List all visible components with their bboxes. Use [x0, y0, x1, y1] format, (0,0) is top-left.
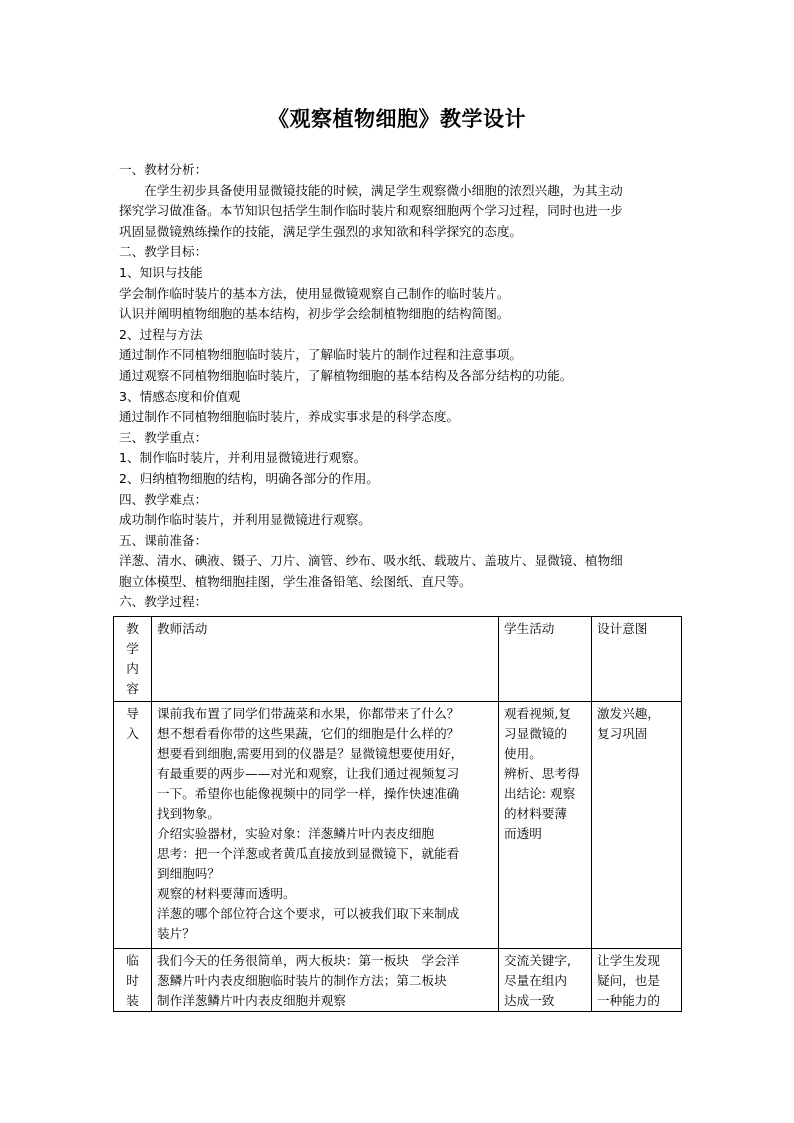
preparation-line-1: 洋葱、清水、碘液、镊子、刀片、滴管、纱布、吸水纸、载玻片、盖玻片、显微镜、植物细 — [119, 553, 623, 569]
document-body — [119, 160, 681, 613]
table-row — [114, 702, 682, 949]
goal-knowledge-line-1: 学会制作临时装片的基本方法，使用显微镜观察自己制作的临时装片。 — [119, 285, 510, 301]
row-intro-teacher-cell — [152, 702, 499, 949]
row-slide-stage-label: 临时装 — [126, 953, 139, 1008]
row-intro-stage-label: 导入 — [126, 706, 139, 741]
goal-sub-heading-process: 2、过程与方法 — [119, 326, 203, 342]
row-slide-student-cell — [499, 949, 592, 1012]
row-slide-intent-line: 一种能力的 — [597, 993, 660, 1008]
row-slide-teacher-line: 葱鳞片叶内表皮细胞临时装片的制作方法；第二板块 — [157, 973, 447, 988]
row-intro-student-cell — [499, 702, 592, 949]
row-intro-teacher-line: 洋葱的哪个部位符合这个要求，可以被我们取下来制成 — [157, 906, 460, 921]
row-intro-student-line: 出结论: 观察 — [504, 786, 576, 801]
row-intro-teacher-line: 课前我布置了同学们带蔬菜和水果，你都带来了什么？ — [157, 706, 460, 721]
row-intro-teacher-line: 想要看到细胞,需要用到的仪器是？显微镜想要使用好， — [157, 746, 464, 761]
row-intro-teacher-line: 有最重要的两步——对光和观察，让我们通过视频复习 — [157, 766, 460, 781]
row-slide-student-line: 达成一致 — [504, 993, 555, 1008]
row-intro-teacher-line: 装片？ — [157, 926, 195, 941]
table-row — [114, 949, 682, 1012]
header-intent-cell — [592, 617, 682, 702]
row-slide-intent-line: 让学生发现 — [597, 953, 660, 968]
key-point-line-1: 1、制作临时装片，并利用显微镜进行观察。 — [119, 450, 367, 466]
header-student-label: 学生活动 — [504, 621, 555, 636]
section-heading-difficulties: 四、教学难点： — [119, 491, 208, 507]
section-heading-key-points: 三、教学重点： — [119, 429, 208, 445]
goal-sub-heading-attitude: 3、情感态度和价值观 — [119, 388, 241, 404]
row-intro-student-line: 的材料要薄 — [504, 806, 567, 821]
row-intro-teacher-line: 找到物象。 — [157, 806, 220, 821]
row-intro-student-line: 辨析、思考得 — [504, 766, 580, 781]
row-intro-intent-cell — [592, 702, 682, 949]
row-intro-student-line: 习显微镜的 — [504, 726, 567, 741]
row-slide-intent-line: 疑问，也是 — [597, 973, 660, 988]
header-teacher-cell — [152, 617, 499, 702]
row-slide-student-line: 交流关键字, — [504, 953, 571, 968]
row-intro-teacher-line: 想不想看看你带的这些果蔬，它们的细胞是什么样的？ — [157, 726, 460, 741]
goal-process-line-1: 通过制作不同植物细胞临时装片，了解临时装片的制作过程和注意事项。 — [119, 347, 522, 363]
row-intro-teacher-line: 观察的材料要薄而透明。 — [157, 886, 296, 901]
document-title: 《观察植物细胞》教学设计 — [268, 106, 526, 131]
goal-process-line-2: 通过观察不同植物细胞临时装片，了解植物细胞的基本结构及各部分结构的功能。 — [119, 367, 573, 383]
key-point-line-2: 2、归纳植物细胞的结构，明确各部分的作用。 — [119, 470, 379, 486]
row-intro-student-line: 观看视频,复 — [504, 706, 571, 721]
row-slide-teacher-cell — [152, 949, 499, 1012]
row-intro-stage-cell — [114, 702, 152, 949]
header-stage-cell — [114, 617, 152, 702]
section-heading-teaching-goals: 二、教学目标： — [119, 244, 208, 260]
header-stage-label: 教学内容 — [126, 621, 139, 696]
row-slide-intent-cell — [592, 949, 682, 1012]
table-header-row — [114, 617, 682, 702]
preparation-line-2: 胞立体模型、植物细胞挂图，学生准备铅笔、绘图纸、直尺等。 — [119, 573, 472, 589]
row-slide-stage-cell — [114, 949, 152, 1012]
header-teacher-label: 教师活动 — [157, 621, 208, 636]
row-intro-intent-line: 复习巩固 — [597, 726, 648, 741]
row-intro-student-line: 而透明 — [504, 826, 542, 841]
row-intro-teacher-line: 介绍实验器材，实验对象：洋葱鳞片叶内表皮细胞 — [157, 826, 435, 841]
section-heading-material-analysis: 一、教材分析： — [119, 162, 208, 177]
difficulty-line-1: 成功制作临时装片，并利用显微镜进行观察。 — [119, 512, 371, 528]
goal-knowledge-line-2: 认识并阐明植物细胞的基本结构，初步学会绘制植物细胞的结构简图。 — [119, 306, 510, 322]
material-analysis-line-1: 在学生初步具备使用显微镜技能的时候，满足学生观察微小细胞的浓烈兴趣，为其主动 — [144, 182, 623, 198]
header-intent-label: 设计意图 — [597, 621, 648, 636]
material-analysis-line-3: 巩固显微镜熟练操作的技能，满足学生强烈的求知欲和科学探究的态度。 — [119, 223, 522, 239]
section-heading-preparation: 五、课前准备： — [119, 532, 208, 548]
teaching-process-table — [113, 616, 682, 1012]
header-student-cell — [499, 617, 592, 702]
row-intro-intent-line: 激发兴趣， — [597, 706, 660, 721]
row-slide-student-line: 尽量在组内 — [504, 973, 567, 988]
row-slide-teacher-line: 我们今天的任务很简单，两大板块：第一板块 学会洋 — [157, 953, 460, 968]
row-intro-teacher-line: 思考：把一个洋葱或者黄瓜直接放到显微镜下，就能看 — [157, 846, 460, 861]
row-slide-teacher-line: 制作洋葱鳞片叶内表皮细胞并观察 — [157, 993, 346, 1008]
goal-attitude-line-1: 通过制作不同植物细胞临时装片，养成实事求是的科学态度。 — [119, 409, 460, 425]
row-intro-student-line: 使用。 — [504, 746, 542, 761]
row-intro-teacher-line: 到细胞吗？ — [157, 866, 220, 881]
material-analysis-line-2: 探究学习做准备。本节知识包括学生制作临时装片和观察细胞两个学习过程，同时也进一步 — [119, 203, 623, 219]
goal-sub-heading-knowledge: 1、知识与技能 — [119, 264, 203, 280]
row-intro-teacher-line: 一下。希望你也能像视频中的同学一样，操作快速准确 — [157, 786, 460, 801]
section-heading-teaching-process: 六、教学过程： — [119, 594, 208, 610]
